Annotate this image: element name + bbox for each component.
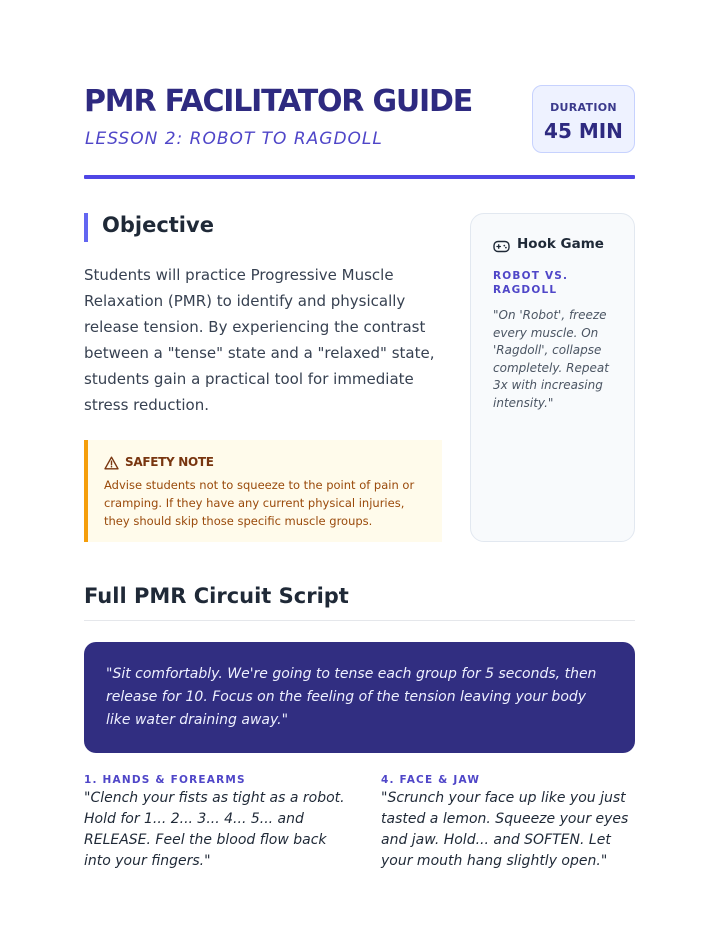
safety-note-text: Advise students not to squeeze to the point of pain or cramping. If they have any current physical injuries, they should skip those specific muscle groups. (104, 478, 415, 528)
step-label: 4. FACE & JAW (381, 774, 481, 786)
lesson-subtitle: LESSON 2: ROBOT TO RAGDOLL (85, 129, 383, 149)
page-title: PMR FACILITATOR GUIDE (84, 84, 472, 119)
intro-quote-text: "Sit comfortably. We're going to tense each group for 5 seconds, then release for 10. Focus on the feeling of the tension leaving your body like water draining away." (106, 666, 597, 728)
step-text: "Clench your fists as tight as a robot. Hold for 1... 2... 3... 4... 5... and RELEASE. Feel the blood flow back into your fingers." (84, 790, 345, 869)
warning-triangle-icon (104, 455, 119, 469)
safety-note-title: SAFETY NOTE (125, 455, 214, 469)
step-face-jaw (381, 774, 643, 872)
gamepad-icon (493, 238, 510, 251)
hook-game-text: "On 'Robot', freeze every muscle. On 'Ragdoll', collapse completely. Repeat 3x with increasing intensity." (493, 308, 609, 410)
duration-label: DURATION (550, 101, 617, 114)
hook-game-card (470, 213, 635, 542)
objective-accent-bar (84, 213, 88, 242)
hook-game-title: Hook Game (517, 236, 604, 252)
duration-badge (532, 85, 635, 153)
objective-heading: Objective (102, 213, 214, 237)
step-label: 1. HANDS & FOREARMS (84, 774, 246, 786)
objective-text: Students will practice Progressive Muscle Relaxation (PMR) to identify and physically release tension. By experiencing the contrast between a "tense" state and a "relaxed" state, students gain a practical tool for immediate stress reduction. (84, 266, 435, 414)
safety-note (84, 440, 442, 542)
step-hands-forearms (84, 774, 346, 872)
hook-game-header (493, 236, 614, 252)
hook-game-subtitle: ROBOT VS. RAGDOLL (493, 270, 569, 296)
duration-value: 45 MIN (544, 119, 623, 143)
step-text: "Scrunch your face up like you just tasted a lemon. Squeeze your eyes and jaw. Hold... and SOFTEN. Let your mouth hang slightly open." (381, 790, 629, 869)
circuit-heading: Full PMR Circuit Script (84, 584, 349, 608)
safety-note-header (104, 455, 426, 469)
circuit-divider (84, 620, 635, 621)
intro-quote-box (84, 642, 635, 753)
header-divider (84, 175, 635, 179)
